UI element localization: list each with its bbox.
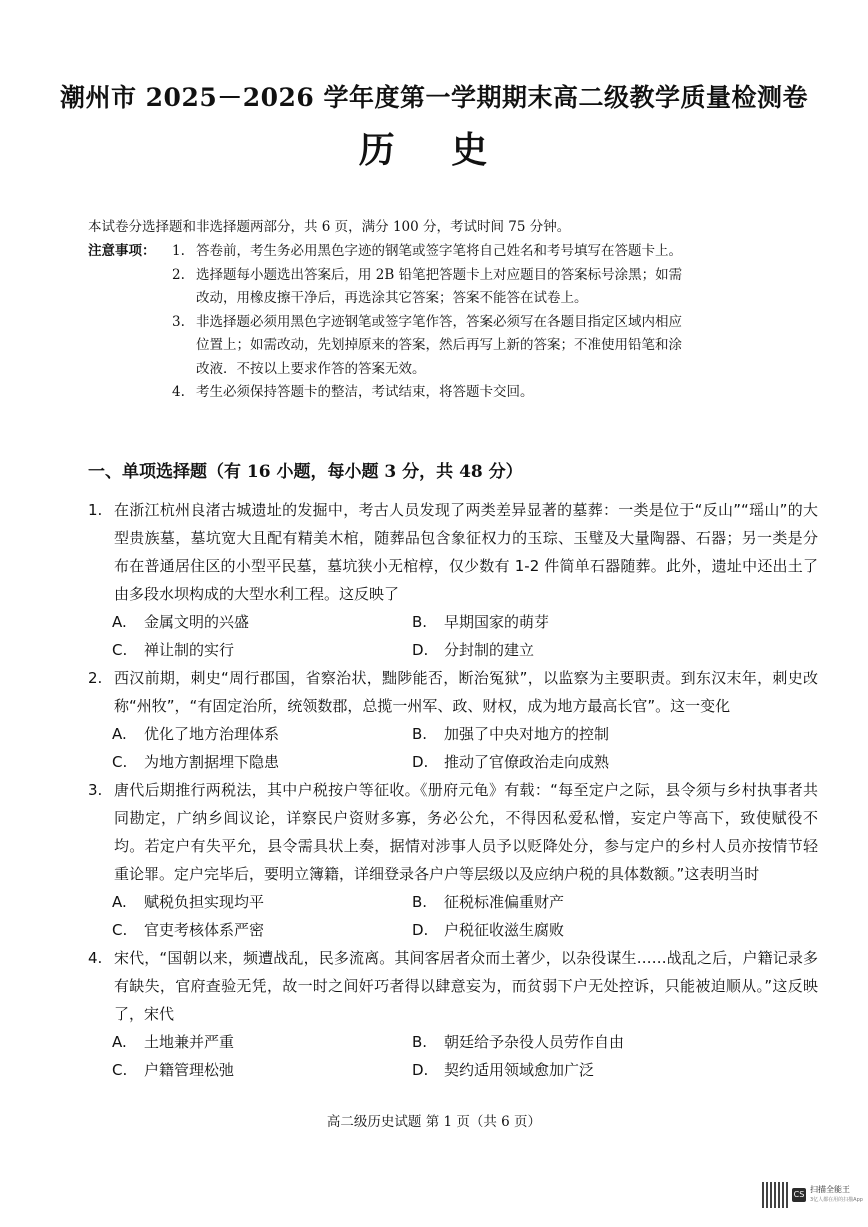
option-text: 征税标准偏重财产 [444, 893, 565, 911]
notes-block [88, 240, 828, 405]
note-number: 1. [172, 243, 185, 259]
question-number: 3. [88, 781, 103, 799]
question-stem: 宋代，“国朝以来，频遭战乱，民多流离。其间客居者众而土著少，以杂役谋生……战乱之后，户籍记录多有缺失，官府查验无凭，故一时之间奸巧者得以肆意妄为，而贫弱下户无处控诉，只能被迫顺从。”这反映了，宋代 [114, 949, 818, 1023]
answer-option [412, 888, 712, 916]
option-letter: A. [112, 613, 127, 631]
scanner-name: 扫描全能王 [810, 1185, 850, 1194]
exam-title: 潮州市 2025－2026 学年度第一学期期末高二级教学质量检测卷 [59, 83, 809, 112]
answer-option [112, 608, 412, 636]
question-number: 4. [88, 949, 103, 967]
notes-label: 注意事项： [88, 243, 156, 259]
note-text: 改动，用橡皮擦干净后，再选涂其它答案；答案不能答在试卷上。 [196, 290, 588, 306]
option-text: 朝廷给予杂役人员劳作自由 [444, 1033, 625, 1051]
note-line [88, 240, 828, 264]
option-text: 赋税负担实现均平 [144, 893, 265, 911]
answer-option [112, 1028, 412, 1056]
option-grid [88, 888, 818, 944]
answer-option [412, 916, 712, 944]
option-letter: D. [412, 1061, 429, 1079]
question-number: 2. [88, 669, 103, 687]
note-line [88, 311, 828, 335]
note-line [88, 358, 828, 382]
answer-option [112, 720, 412, 748]
note-text: 位置上；如需改动，先划掉原来的答案，然后再写上新的答案；不准使用铅笔和涂 [196, 337, 682, 353]
note-text: 答卷前，考生务必用黑色字迹的钢笔或签字笔将自己姓名和考号填写在答题卡上。 [196, 243, 682, 259]
option-text: 契约适用领域愈加广泛 [444, 1061, 595, 1079]
note-text: 考生必须保持答题卡的整洁，考试结束，将答题卡交回。 [196, 384, 534, 400]
answer-option [412, 636, 712, 664]
option-letter: C. [112, 1061, 128, 1079]
question-item [88, 944, 818, 1084]
question-list [88, 496, 818, 1084]
intro-text: 本试卷分选择题和非选择题两部分，共 6 页，满分 100 分，考试时间 75 分钟。 [88, 219, 571, 235]
option-letter: D. [412, 753, 429, 771]
answer-option [112, 1056, 412, 1084]
question-item [88, 664, 818, 776]
question-stem: 在浙江杭州良渚古城遗址的发掘中，考古人员发现了两类差异显著的墓葬：一类是位于“反山”“瑶山”的大型贵族墓，墓坑宽大且配有精美木棺，随葬品包含象征权力的玉琮、玉璧及大量陶器、石器；另一类是分布在普通居住区的小型平民墓，墓坑狭小无棺椁，仅少数有 1-2 件简单石器随葬。此外，遗址中还出土了由多段水坝构成的大型水利工程。这反映了 [114, 501, 818, 603]
option-grid [88, 720, 818, 776]
option-text: 加强了中央对地方的控制 [444, 725, 610, 743]
note-text: 非选择题必须用黑色字迹钢笔或签字笔作答，答案必须写在各题目指定区域内相应 [196, 313, 682, 330]
question-item [88, 776, 818, 944]
option-text: 为地方割据埋下隐患 [144, 753, 280, 771]
answer-option [112, 916, 412, 944]
option-text: 优化了地方治理体系 [144, 725, 280, 743]
question-stem: 西汉前期，刺史“周行郡国，省察治状，黜陟能否，断治冤狱”，以监察为主要职责。到东汉末年，刺史改称“州牧”，“有固定治所，统领数郡，总揽一州军、政、财权，成为地方最高长官”。这一变化 [114, 669, 818, 715]
option-grid [88, 608, 818, 664]
option-letter: B. [412, 1033, 428, 1051]
option-letter: B. [412, 725, 428, 743]
answer-option [412, 748, 712, 776]
answer-option [112, 636, 412, 664]
option-text: 早期国家的萌芽 [444, 613, 550, 631]
note-line [88, 334, 828, 358]
option-text: 土地兼并严重 [144, 1033, 235, 1051]
option-letter: A. [112, 893, 127, 911]
scanner-watermark [762, 1182, 863, 1208]
page-footer: 高二级历史试题 第 1 页（共 6 页） [326, 1114, 542, 1130]
cs-logo: CS [792, 1188, 806, 1202]
note-line [88, 264, 828, 288]
answer-option [112, 888, 412, 916]
option-letter: C. [112, 641, 128, 659]
answer-option [412, 720, 712, 748]
option-letter: A. [112, 1033, 127, 1051]
option-letter: B. [412, 893, 428, 911]
option-text: 禅让制的实行 [144, 641, 235, 659]
option-text: 推动了官僚政治走向成熟 [444, 753, 610, 771]
option-letter: A. [112, 725, 127, 743]
qr-code-icon [762, 1182, 788, 1208]
answer-option [412, 1056, 712, 1084]
option-letter: D. [412, 641, 429, 659]
note-number: 3. [172, 313, 185, 330]
note-number: 4. [172, 384, 185, 400]
option-letter: D. [412, 921, 429, 939]
question-stem: 唐代后期推行两税法，其中户税按户等征收。《册府元龟》有载：“每至定户之际，县令须与乡村执事者共同勘定，广纳乡闾议论，详察民户资财多寡，务必公允，不得因私爱私憎，妄定户等高下，致使赋役不均。若定户有失平允，县令需具状上奏，据情对涉事人员予以贬降处分，参与定户的乡村人员亦按情节轻重论罪。定户完毕后，要明立簿籍，详细登录各户户等层级以及应纳户税的具体数额。”这表明当时 [114, 781, 818, 883]
scanner-sub: 3亿人都在用的扫描App [810, 1197, 863, 1203]
option-letter: B. [412, 613, 428, 631]
note-line [88, 287, 828, 311]
note-line [88, 381, 828, 405]
option-grid [88, 1028, 818, 1084]
answer-option [412, 608, 712, 636]
note-text: 选择题每小题选出答案后，用 2B 铅笔把答题卡上对应题目的答案标号涂黑；如需 [196, 266, 683, 283]
option-text: 分封制的建立 [444, 641, 535, 659]
option-text: 官吏考核体系严密 [144, 921, 265, 939]
note-number: 2. [172, 266, 185, 283]
option-letter: C. [112, 753, 128, 771]
option-text: 户籍管理松弛 [144, 1061, 235, 1079]
exam-intro [88, 216, 818, 240]
subject-title: 历 史 [358, 129, 510, 171]
question-item [88, 496, 818, 664]
option-letter: C. [112, 921, 128, 939]
section-heading: 一、单项选择题（有 16 小题，每小题 3 分，共 48 分） [88, 462, 523, 482]
answer-option [112, 748, 412, 776]
answer-option [412, 1028, 712, 1056]
note-text: 改液．不按以上要求作答的答案无效。 [196, 360, 426, 377]
question-number: 1. [88, 501, 103, 519]
option-text: 户税征收滋生腐败 [444, 921, 565, 939]
option-text: 金属文明的兴盛 [144, 613, 250, 631]
